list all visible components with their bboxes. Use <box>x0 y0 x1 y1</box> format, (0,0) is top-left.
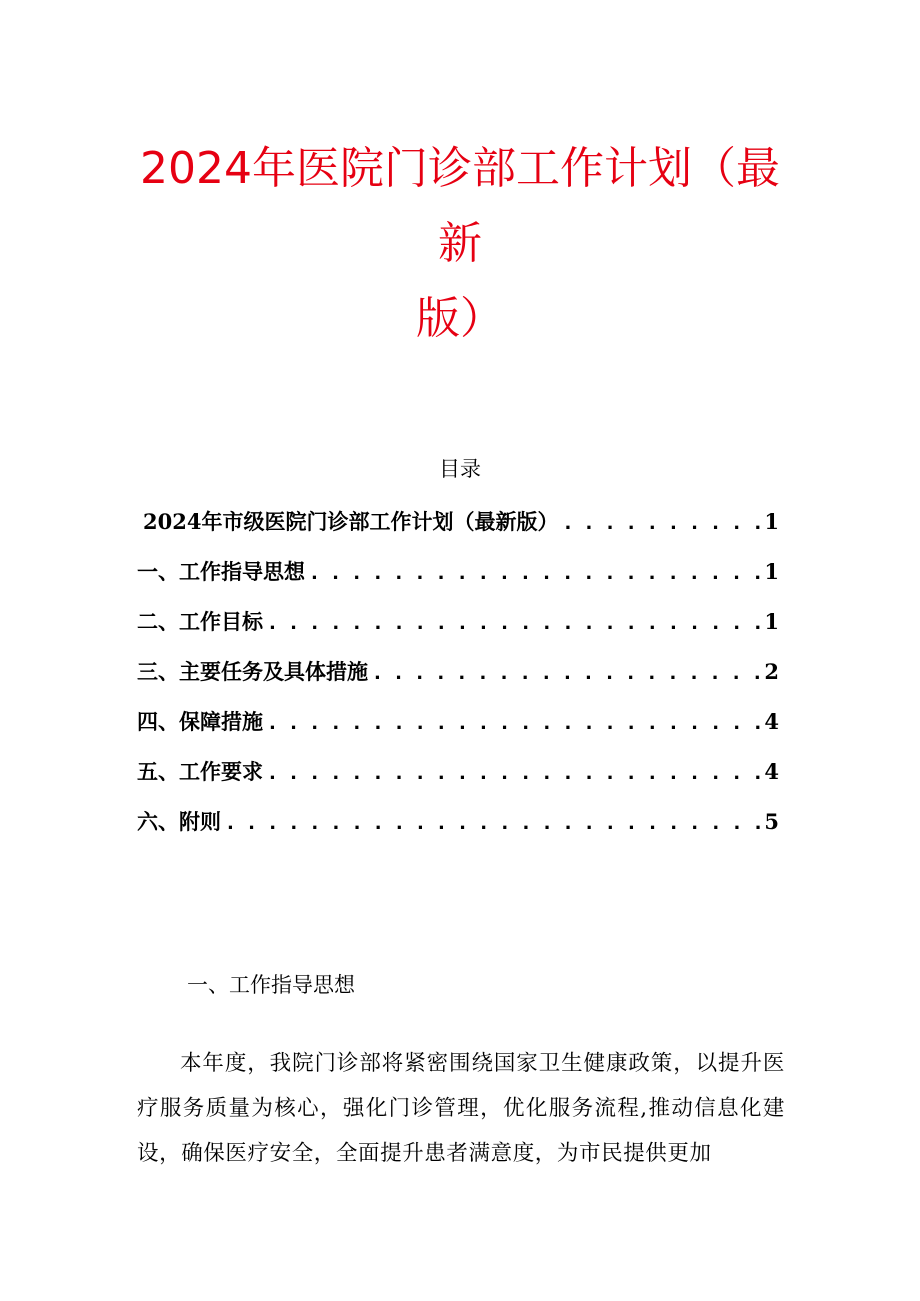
toc-entry-4[interactable] <box>137 707 779 737</box>
document-title-line-3: 版） <box>416 293 504 344</box>
toc-heading: 目录 <box>439 457 481 481</box>
toc-entry-label: 一、工作指导思想 <box>137 559 305 584</box>
toc-dot-leader <box>269 709 760 739</box>
document-title-line-2: 新 <box>438 218 482 269</box>
toc-page-number: 5 <box>764 809 779 834</box>
toc-entry-main[interactable] <box>143 507 779 537</box>
toc-page-number: 4 <box>764 759 779 784</box>
section-heading: 一、工作指导思想 <box>187 973 355 997</box>
toc-page-number: 1 <box>764 609 779 634</box>
toc-page-number: 2 <box>764 659 779 684</box>
toc-entry-label: 六、附则 <box>137 809 221 834</box>
toc-entry-label: 四、保障措施 <box>137 709 263 734</box>
body-paragraph: 本年度，我院门诊部将紧密围绕国家卫生健康政策，以提升医疗服务质量为核心，强化门诊管理，优化服务流程,推动信息化建设，确保医疗安全，全面提升患者满意度，为市民提供更加 <box>137 1051 785 1166</box>
toc-page-number: 1 <box>764 559 779 584</box>
toc-page-number: 4 <box>764 709 779 734</box>
toc-dot-leader <box>269 609 760 639</box>
toc-entry-label: 五、工作要求 <box>137 759 263 784</box>
toc-entry-5[interactable] <box>137 757 779 787</box>
toc-entry-3[interactable] <box>137 657 779 687</box>
toc-entry-label: 二、工作目标 <box>137 609 263 634</box>
toc-entry-label: 2024年市级医院门诊部工作计划（最新版） <box>143 509 559 534</box>
toc-entry-6[interactable] <box>137 807 779 837</box>
toc-dot-leader <box>311 559 760 589</box>
document-title-line-1: 2024年医院门诊部工作计划（最 <box>140 143 780 194</box>
toc-dot-leader <box>564 509 760 539</box>
toc-page-number: 1 <box>764 509 779 534</box>
toc-entry-label: 三、主要任务及具体措施 <box>137 659 368 684</box>
toc-dot-leader <box>374 659 760 689</box>
toc-dot-leader <box>227 809 760 839</box>
toc-entry-2[interactable] <box>137 607 779 637</box>
toc-dot-leader <box>269 759 760 789</box>
toc-entry-1[interactable] <box>137 557 779 587</box>
